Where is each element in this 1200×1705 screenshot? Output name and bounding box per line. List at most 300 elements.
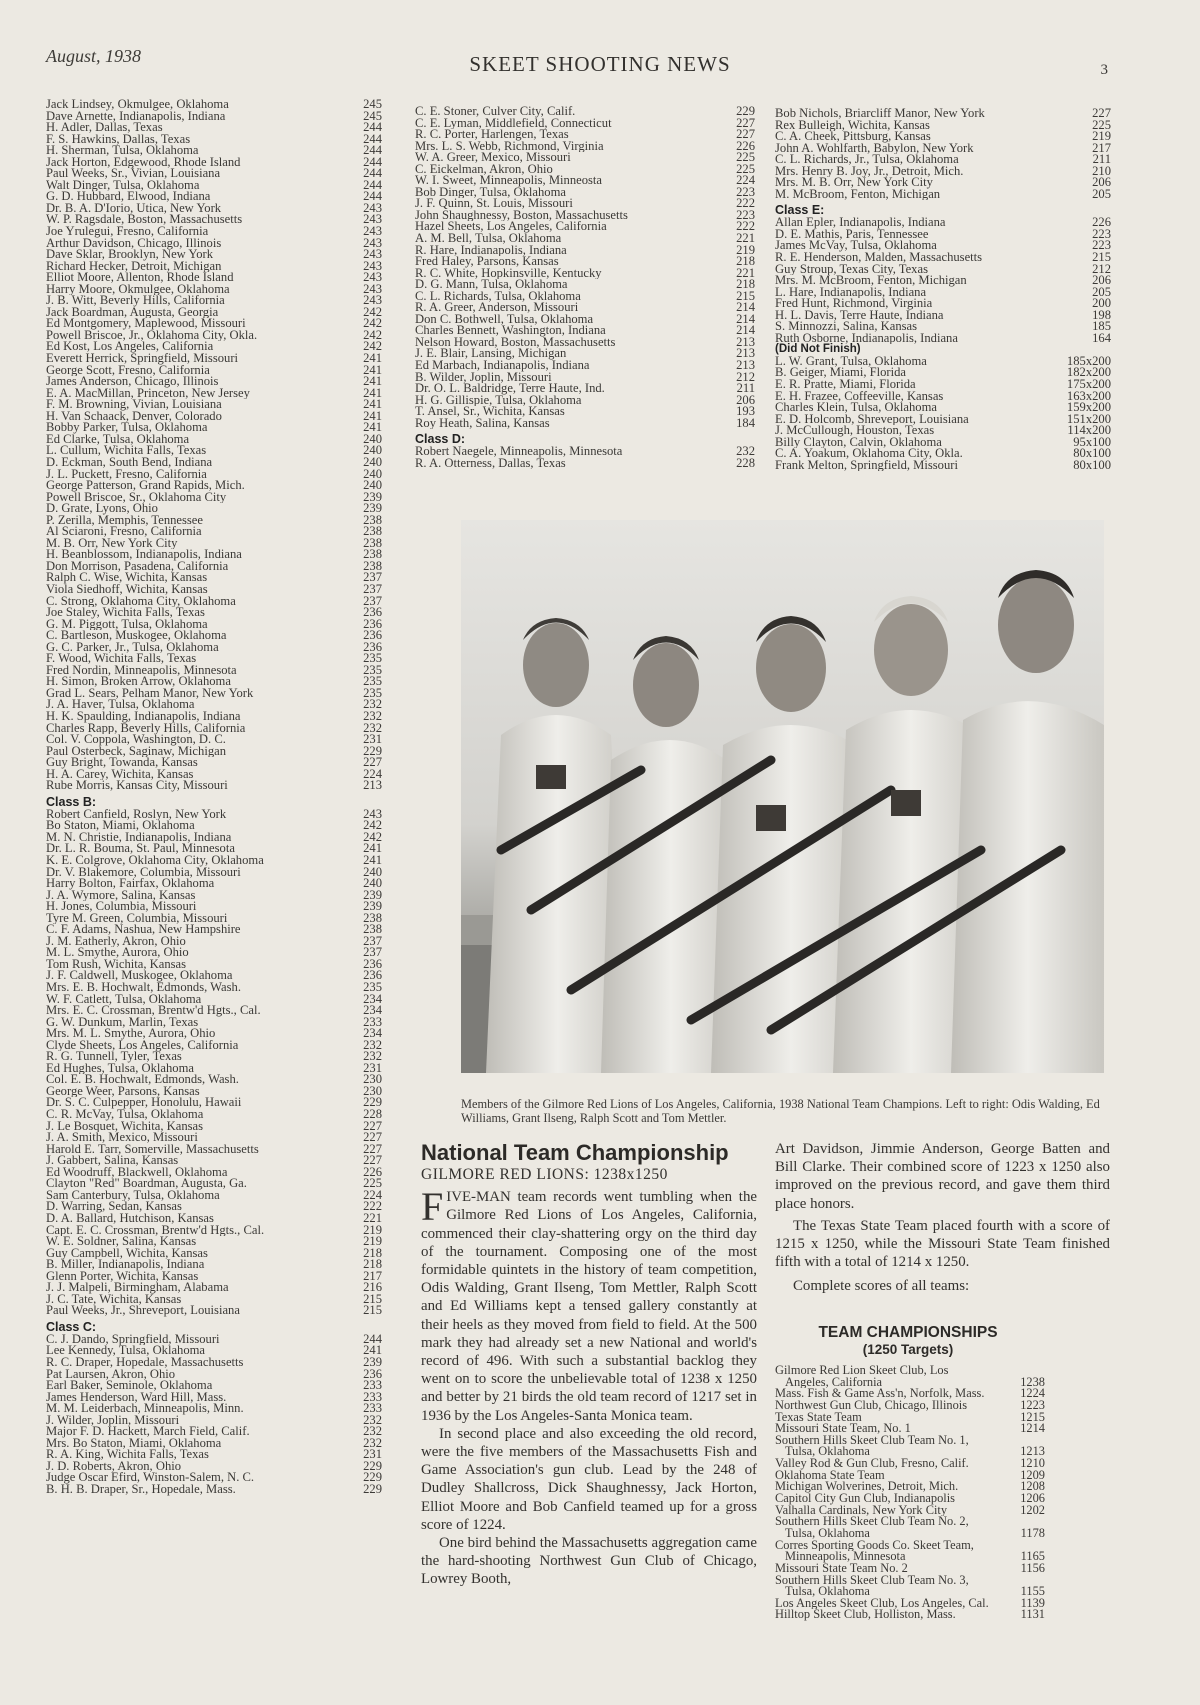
shooter-score: 227: [363, 1120, 382, 1133]
shooter-name: R. C. Draper, Hopedale, Massachusetts: [46, 1356, 244, 1369]
team-row: [775, 1435, 1045, 1447]
team-name: Texas State Team: [775, 1411, 862, 1424]
shooter-name: Mrs. Bo Staton, Miami, Oklahoma: [46, 1437, 222, 1450]
shooter-score: 244: [363, 179, 382, 192]
shooter-score: 218: [363, 1247, 382, 1260]
shooter-score: 215: [363, 1305, 382, 1317]
score-row: [46, 1040, 382, 1052]
score-row: [46, 596, 382, 608]
shooter-name: Ed Montgomery, Maplewood, Missouri: [46, 318, 246, 330]
shooter-score: 218: [736, 279, 755, 291]
shooter-name: D. Eckman, South Bend, Indiana: [46, 456, 213, 469]
score-row: [46, 341, 382, 353]
shooter-name: Joe Yrulegui, Fresno, California: [46, 226, 209, 238]
score-row: [46, 1028, 382, 1040]
score-row: [46, 642, 382, 654]
shooter-name: H. Adler, Dallas, Texas: [46, 122, 163, 134]
shooter-name: Everett Herrick, Springfield, Missouri: [46, 353, 239, 365]
shooter-score: 239: [363, 491, 382, 504]
shooter-score: 230: [363, 1085, 382, 1098]
score-row: [46, 913, 382, 925]
shooter-name: C. Eickelman, Akron, Ohio: [415, 163, 553, 176]
team-name: Mass. Fish & Game Ass'n, Norfolk, Mass.: [775, 1388, 985, 1400]
team-score: 1208: [1020, 1481, 1045, 1494]
score-row: [46, 1074, 382, 1086]
shooter-name: J. D. Roberts, Akron, Ohio: [46, 1460, 182, 1473]
shooter-score: 242: [363, 318, 382, 330]
shooter-score: 245: [363, 99, 382, 111]
score-row: [46, 1155, 382, 1167]
shooter-name: M. McBroom, Fenton, Michigan: [775, 188, 941, 201]
shooter-score: 232: [363, 1414, 382, 1427]
score-row: [46, 936, 382, 948]
score-row: [775, 356, 1111, 368]
score-row: [415, 164, 755, 176]
score-row: [46, 1086, 382, 1098]
scores-column-1: [46, 99, 382, 1496]
score-row: [46, 376, 382, 388]
score-row: [415, 175, 755, 187]
team-row: [775, 1505, 1045, 1517]
team-row-continued: [775, 1586, 1045, 1598]
shooter-score: 219: [363, 1236, 382, 1248]
score-row: [46, 469, 382, 481]
team-row-continued: [775, 1446, 1045, 1458]
shooter-name: S. Minnozzi, Salina, Kansas: [775, 321, 918, 333]
shooter-name: W. P. Ragsdale, Boston, Massachusetts: [46, 214, 243, 227]
shooter-name: C. E. Lyman, Middlefield, Connecticut: [415, 117, 612, 130]
shooter-score: 231: [363, 734, 382, 746]
score-row: [46, 970, 382, 982]
score-row: [46, 994, 382, 1006]
shooter-name: Mrs. E. C. Crossman, Brentw'd Hgts., Cal.: [46, 1005, 261, 1017]
team-score: 1214: [1020, 1423, 1045, 1435]
shooter-score: 227: [363, 757, 382, 769]
shooter-score: 206: [736, 394, 755, 407]
shooter-name: Fred Haley, Parsons, Kansas: [415, 256, 559, 268]
did-not-finish-heading: (Did Not Finish): [775, 343, 861, 356]
paragraph-1-text: team records went tumbling when the Gilmore Red Lions of Los Angeles, California, commenced their clay-shattering orgy on the third day of the tournament. Composing one of the most formidable quintets in the history of team competition, Odis Walding, Grant Ilseng, Tom Mettler, Ralph Scott and Ed Williams kept a tensed gallery constantly at their heels as they moved from field to field. At the 500 mark they had already set a new National and world's record of 496. With such a substantial backlog they went on to score the unbelievable total of 1238 x 1250 and better by 21 birds the old team record of 1217 set in 1936 by the Los Angeles-Santa Monica team.: [421, 1189, 757, 1424]
score-row: [46, 388, 382, 400]
shooter-score: 243: [363, 214, 382, 227]
shooter-name: G. C. Parker, Jr., Tulsa, Oklahoma: [46, 641, 219, 654]
class-e-heading: Class E:: [775, 203, 825, 218]
shooter-score: 218: [736, 256, 755, 268]
score-row: [46, 1403, 382, 1415]
score-row: [46, 503, 382, 515]
shooter-name: W. F. Catlett, Tulsa, Oklahoma: [46, 993, 202, 1006]
score-row: [46, 214, 382, 226]
shooter-name: L. W. Grant, Tulsa, Oklahoma: [775, 355, 927, 368]
shooter-score: 223: [736, 209, 755, 222]
shooter-score: 213: [736, 336, 755, 349]
team-name: Valhalla Cardinals, New York City: [775, 1504, 948, 1517]
shooter-score: 227: [363, 1132, 382, 1144]
team-row: [775, 1516, 1045, 1528]
shooter-score: 243: [363, 260, 382, 273]
shooter-name: R. A. King, Wichita Falls, Texas: [46, 1449, 209, 1461]
score-row: [46, 1369, 382, 1381]
shooter-name: J. J. Malpeli, Birmingham, Alabama: [46, 1282, 229, 1294]
score-row: [46, 1392, 382, 1404]
shooter-score: 239: [363, 1356, 382, 1369]
score-row: [46, 399, 382, 411]
score-row: [415, 446, 755, 458]
shooter-name: Mrs. Henry B. Joy, Jr., Detroit, Mich.: [775, 165, 964, 178]
score-row: [415, 395, 755, 407]
score-row: [46, 122, 382, 134]
score-row: [46, 723, 382, 735]
score-row: [46, 99, 382, 111]
shooter-score: 175x200: [1066, 379, 1111, 391]
score-row: [46, 1484, 382, 1496]
shooter-name: Jack Boardman, Augusta, Georgia: [46, 306, 219, 319]
shooter-name: H. Simon, Broken Arrow, Oklahoma: [46, 676, 231, 688]
score-row: [775, 108, 1111, 120]
class-c-heading: Class C:: [46, 1319, 97, 1334]
class-d-heading: Class D:: [415, 432, 466, 447]
shooter-score: 238: [363, 537, 382, 550]
team-name: Corres Sporting Goods Co. Skeet Team,: [775, 1539, 974, 1552]
score-row: [46, 1005, 382, 1017]
shooter-name: J. Le Bosquet, Wichita, Kansas: [46, 1120, 204, 1133]
shooter-name: C. A. Cheek, Pittsburg, Kansas: [775, 131, 931, 143]
shooter-name: W. I. Sweet, Minneapolis, Minneosta: [415, 175, 603, 187]
score-row: [775, 143, 1111, 155]
shooter-name: W. E. Soldner, Salina, Kansas: [46, 1236, 197, 1248]
shooter-name: Mrs. M. B. Orr, New York City: [775, 177, 933, 189]
shooter-score: 217: [1092, 142, 1111, 155]
score-row: [46, 422, 382, 434]
score-row: [46, 1449, 382, 1461]
shooter-name: Judge Oscar Efird, Winston-Salem, N. C.: [46, 1472, 255, 1484]
shooter-name: F. M. Browning, Vivian, Louisiana: [46, 399, 222, 411]
team-score: 1139: [1020, 1597, 1045, 1610]
shooter-name: Mrs. M. L. Smythe, Aurora, Ohio: [46, 1028, 216, 1040]
team-name: Southern Hills Skeet Club Team No. 2,: [775, 1516, 969, 1528]
shooter-score: 232: [363, 1426, 382, 1438]
shooter-score: 227: [363, 1155, 382, 1167]
shooter-score: 224: [363, 1189, 382, 1202]
team-name: Oklahoma State Team: [775, 1469, 885, 1482]
team-score: 1178: [1020, 1527, 1045, 1540]
shooter-name: D. G. Mann, Tulsa, Oklahoma: [415, 279, 568, 291]
page-number: 3: [1100, 62, 1108, 78]
team-row: [775, 1365, 1045, 1377]
score-row: [46, 261, 382, 273]
shooter-name: K. E. Colgrove, Oklahoma City, Oklahoma: [46, 855, 264, 867]
shooter-name: Robert Naegele, Minneapolis, Minnesota: [415, 446, 623, 458]
shooter-score: 227: [736, 129, 755, 141]
shooter-name: Elliot Moore, Allenton, Rhode Island: [46, 272, 234, 284]
scores-column-3: [775, 108, 1111, 471]
shooter-name: Don Morrison, Pasadena, California: [46, 560, 229, 573]
shooter-name: E. A. MacMillan, Princeton, New Jersey: [46, 387, 250, 400]
shooter-name: Sam Canterbury, Tulsa, Oklahoma: [46, 1189, 220, 1202]
shooter-score: 235: [363, 653, 382, 665]
score-row: [415, 245, 755, 257]
shooter-score: 228: [363, 1109, 382, 1121]
shooter-name: Lee Kennedy, Tulsa, Oklahoma: [46, 1345, 206, 1357]
score-row: [415, 256, 755, 268]
score-row: [775, 177, 1111, 189]
shooter-score: 236: [363, 958, 382, 971]
shooter-name: C. L. Richards, Tulsa, Oklahoma: [415, 290, 581, 303]
score-row: [46, 1051, 382, 1063]
shooter-score: 229: [363, 1483, 382, 1496]
team-location: Angeles, California: [785, 1376, 883, 1389]
shooter-name: Bob Nichols, Briarcliff Manor, New York: [775, 108, 985, 120]
shooter-score: 211: [736, 383, 755, 395]
shooter-score: 225: [1092, 119, 1111, 132]
shooter-name: Tom Rush, Wichita, Kansas: [46, 958, 187, 971]
score-row: [415, 106, 755, 118]
shooter-score: 241: [363, 399, 382, 411]
shooter-name: Dr. B. A. D'Iorio, Utica, New York: [46, 202, 222, 215]
team-row-continued: [775, 1377, 1045, 1389]
score-row: [415, 233, 755, 245]
score-row: [46, 572, 382, 584]
score-row: [775, 264, 1111, 276]
score-row: [46, 665, 382, 677]
score-row: [46, 959, 382, 971]
shooter-score: 244: [363, 191, 382, 203]
score-row: [415, 406, 755, 418]
shooter-score: 240: [363, 433, 382, 446]
shooter-score: 214: [736, 302, 755, 314]
shooter-name: Al Sciaroni, Fresno, California: [46, 526, 202, 538]
shooter-score: 212: [1092, 263, 1111, 276]
shooter-name: L. Hare, Indianapolis, Indiana: [775, 286, 927, 299]
shooter-name: J. B. Witt, Beverly Hills, California: [46, 295, 225, 307]
score-row: [775, 229, 1111, 241]
score-row: [46, 1121, 382, 1133]
shooter-name: H. Sherman, Tulsa, Oklahoma: [46, 145, 199, 157]
score-row: [46, 820, 382, 832]
shooter-score: 221: [736, 233, 755, 245]
score-row: [415, 129, 755, 141]
team-name: Northwest Gun Club, Chicago, Illinois: [775, 1399, 968, 1412]
shooter-score: 214: [736, 325, 755, 337]
article-subhead: GILMORE RED LIONS: 1238x1250: [421, 1166, 668, 1183]
shooter-name: Paul Weeks, Jr., Shreveport, Louisiana: [46, 1305, 240, 1317]
shooter-name: Rex Bulleigh, Wichita, Kansas: [775, 119, 930, 132]
shooter-score: 237: [363, 947, 382, 959]
team-scores-table: [775, 1365, 1045, 1621]
score-row: [415, 210, 755, 222]
team-name: Michigan Wolverines, Detroit, Mich.: [775, 1481, 959, 1494]
shooter-name: E. H. Frazee, Coffeeville, Kansas: [775, 390, 944, 403]
shooter-score: 240: [363, 456, 382, 469]
score-row: [46, 901, 382, 913]
shooter-score: 236: [363, 607, 382, 619]
shooter-name: H. G. Gillispie, Tulsa, Oklahoma: [415, 394, 582, 407]
score-row: [415, 268, 755, 280]
team-row: [775, 1563, 1045, 1575]
score-row: [775, 154, 1111, 166]
article-left: [421, 1140, 757, 1589]
score-row: [46, 457, 382, 469]
shooter-score: 184: [736, 417, 755, 430]
team-score: 1206: [1020, 1493, 1045, 1505]
shooter-name: Walt Dinger, Tulsa, Oklahoma: [46, 179, 200, 192]
shooter-score: 237: [363, 572, 382, 584]
shooter-name: Pat Laursen, Akron, Ohio: [46, 1368, 176, 1381]
shooter-score: 229: [736, 106, 755, 118]
shooter-name: George Scott, Fresno, California: [46, 364, 210, 377]
shooter-score: 244: [363, 1333, 382, 1346]
team-score: 1202: [1020, 1504, 1045, 1517]
score-row: [46, 353, 382, 365]
shooter-score: 232: [363, 1039, 382, 1052]
score-row: [775, 120, 1111, 132]
class-b-heading: Class B:: [46, 794, 97, 809]
shooter-name: Dr. L. R. Bouma, St. Paul, Minnesota: [46, 843, 235, 855]
score-row: [415, 383, 755, 395]
score-row: [46, 1259, 382, 1271]
shooter-name: George Weer, Parsons, Kansas: [46, 1085, 200, 1098]
shooter-name: Bob Dinger, Tulsa, Oklahoma: [415, 186, 566, 199]
shooter-name: Robert Canfield, Roslyn, New York: [46, 808, 227, 821]
shooter-name: Paul Osterbeck, Saginaw, Michigan: [46, 745, 227, 758]
drop-cap: F: [421, 1184, 444, 1230]
shooter-score: 240: [363, 878, 382, 890]
shooter-name: John A. Wohlfarth, Babylon, New York: [775, 142, 974, 155]
shooter-score: 242: [363, 306, 382, 319]
shooter-name: T. Ansel, Sr., Wichita, Kansas: [415, 406, 565, 418]
shooter-name: Mrs. E. B. Hochwalt, Edmonds, Wash.: [46, 982, 241, 994]
shooter-name: G. M. Piggott, Tulsa, Oklahoma: [46, 618, 208, 631]
score-row: [415, 198, 755, 210]
shooter-score: 226: [363, 1166, 382, 1179]
shooter-name: Fred Nordin, Minneapolis, Minnesota: [46, 664, 237, 677]
score-row: [46, 434, 382, 446]
article-paragraph-5: The Texas State Team placed fourth with a score of 1215 x 1250, while the Missouri State Team finished fifth with a total of 1214 x 1250.: [775, 1217, 1110, 1271]
score-row: [46, 1282, 382, 1294]
team-score: 1209: [1020, 1469, 1045, 1482]
shooter-score: 238: [363, 514, 382, 527]
shooter-name: Bobby Parker, Tulsa, Oklahoma: [46, 422, 208, 434]
shooter-score: 206: [1092, 177, 1111, 189]
score-row: [46, 238, 382, 250]
score-row: [46, 145, 382, 157]
shooter-name: Viola Siedhoff, Wichita, Kansas: [46, 583, 208, 596]
shooter-name: Powell Briscoe, Sr., Oklahoma City: [46, 491, 227, 504]
shooter-score: 80x100: [1073, 448, 1111, 460]
shooter-name: Richard Hecker, Detroit, Michigan: [46, 260, 222, 273]
shooter-score: 215: [1092, 252, 1111, 264]
shooter-name: Clayton "Red" Boardman, Augusta, Ga.: [46, 1178, 247, 1190]
shooter-name: Arthur Davidson, Chicago, Illinois: [46, 237, 222, 250]
shooter-name: Major F. D. Hackett, March Field, Calif.: [46, 1426, 250, 1438]
shooter-score: 221: [736, 267, 755, 280]
team-score: 1213: [1020, 1446, 1045, 1459]
shooter-name: C. F. Adams, Nashua, New Hampshire: [46, 924, 241, 936]
score-row: [775, 460, 1111, 472]
score-row: [46, 203, 382, 215]
shooter-name: F. S. Hawkins, Dallas, Texas: [46, 133, 191, 146]
score-row: [46, 249, 382, 261]
score-row: [46, 365, 382, 377]
shooter-name: Jack Horton, Edgewood, Rhode Island: [46, 156, 241, 169]
shooter-score: 242: [363, 341, 382, 354]
shooter-score: 240: [363, 468, 382, 481]
shooter-name: Guy Campbell, Wichita, Kansas: [46, 1247, 208, 1260]
shooter-score: 239: [363, 889, 382, 902]
score-row: [415, 418, 755, 430]
score-row: [46, 492, 382, 504]
shooter-score: 235: [363, 982, 382, 994]
shooter-score: 219: [736, 244, 755, 257]
score-row: [46, 549, 382, 561]
shooter-score: 221: [363, 1212, 382, 1225]
team-name: Southern Hills Skeet Club Team No. 1,: [775, 1434, 969, 1447]
score-row: [775, 189, 1111, 201]
shooter-score: 205: [1092, 286, 1111, 299]
shooter-name: R. Hare, Indianapolis, Indiana: [415, 244, 567, 257]
score-row: [46, 411, 382, 423]
shooter-score: 227: [363, 1143, 382, 1156]
score-row: [46, 1109, 382, 1121]
shooter-score: 215: [736, 290, 755, 303]
scores-column-2: [415, 106, 755, 469]
shooter-score: 236: [363, 641, 382, 654]
shooter-name: E. D. Holcomb, Shreveport, Louisiana: [775, 413, 969, 426]
shooter-name: D. E. Mathis, Paris, Tennessee: [775, 228, 929, 241]
shooter-name: H. Van Schaack, Denver, Colorado: [46, 410, 222, 423]
shooter-name: Ed Woodruff, Blackwell, Oklahoma: [46, 1166, 228, 1179]
score-row: [775, 414, 1111, 426]
score-row: [46, 780, 382, 792]
shooter-name: H. Jones, Columbia, Missouri: [46, 901, 197, 913]
shooter-name: John Shaughnessy, Boston, Massachusetts: [415, 209, 628, 222]
shooter-name: H. A. Carey, Wichita, Kansas: [46, 768, 194, 781]
shooter-score: 243: [363, 202, 382, 215]
score-row: [415, 458, 755, 470]
shooter-name: Ed Hughes, Tulsa, Oklahoma: [46, 1062, 194, 1075]
shooter-score: 241: [363, 376, 382, 388]
shooter-name: Fred Hunt, Richmond, Virginia: [775, 298, 933, 310]
shooter-name: Charles Klein, Tulsa, Oklahoma: [775, 402, 937, 414]
shooter-score: 233: [363, 1391, 382, 1404]
shooter-score: 241: [363, 353, 382, 365]
score-row: [415, 291, 755, 303]
team-location: Tulsa, Oklahoma: [785, 1527, 870, 1540]
shooter-name: Earl Baker, Seminole, Oklahoma: [46, 1380, 213, 1392]
shooter-name: C. J. Dando, Springfield, Missouri: [46, 1333, 220, 1346]
shooter-name: James McVay, Tulsa, Oklahoma: [775, 240, 937, 253]
score-row: [46, 226, 382, 238]
team-name: Gilmore Red Lion Skeet Club, Los: [775, 1365, 949, 1377]
score-row: [415, 141, 755, 153]
shooter-name: R. C. Porter, Harlengen, Texas: [415, 129, 569, 141]
team-championships-title: [770, 1324, 1046, 1358]
article-paragraph-3: One bird behind the Massachusetts aggregation came the hard-shooting Northwest Gun Club of Chicago, Lowrey Booth,: [421, 1535, 757, 1588]
shooter-name: C. Bartleson, Muskogee, Oklahoma: [46, 630, 227, 642]
shooter-score: 222: [736, 198, 755, 210]
score-row: [46, 734, 382, 746]
shooter-name: Jack Lindsey, Okmulgee, Oklahoma: [46, 99, 229, 111]
shooter-name: M. L. Smythe, Aurora, Ohio: [46, 947, 189, 959]
score-row: [775, 437, 1111, 449]
shooter-name: D. Grate, Lyons, Ohio: [46, 503, 158, 515]
score-row: [46, 1345, 382, 1357]
shooter-score: 223: [1092, 228, 1111, 241]
shooter-name: J. Gabbert, Salina, Kansas: [46, 1155, 179, 1167]
shooter-name: J. A. Haver, Tulsa, Oklahoma: [46, 699, 195, 711]
shooter-score: 239: [363, 901, 382, 913]
score-row: [775, 310, 1111, 322]
